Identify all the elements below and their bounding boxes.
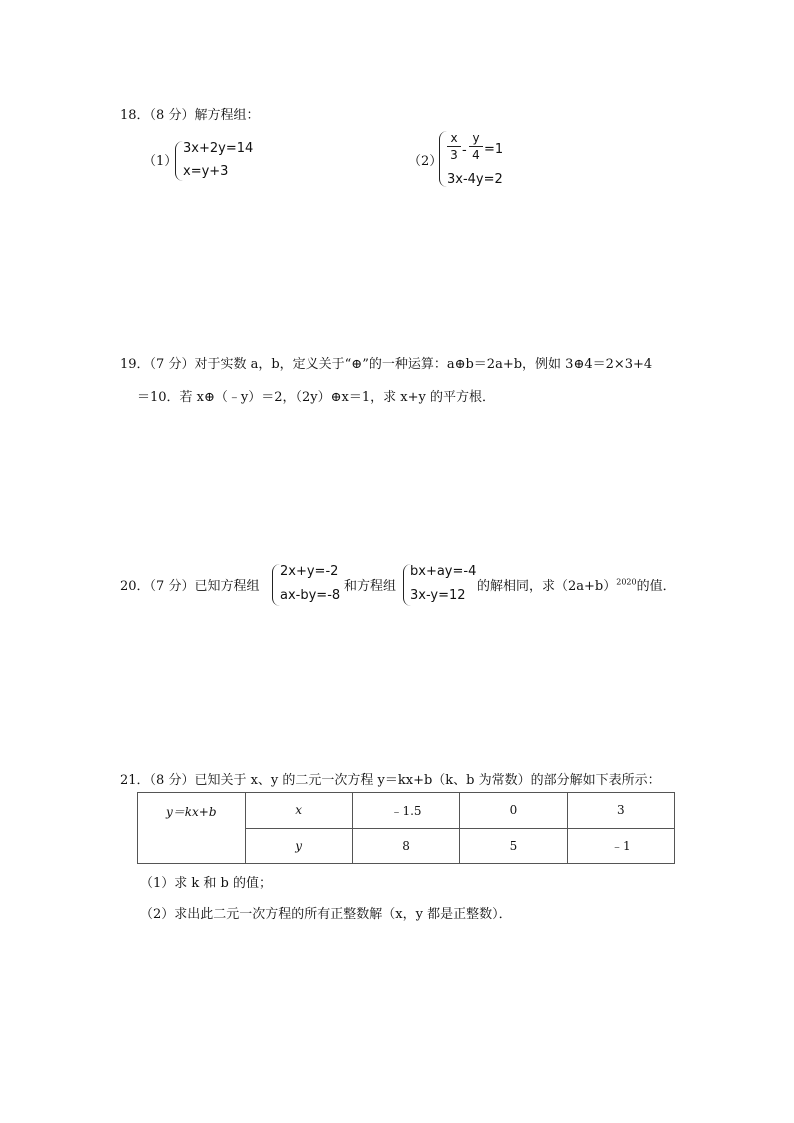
q18-heading: 18．（8 分）解方程组： bbox=[120, 108, 260, 123]
q20-tail-end: 的值． bbox=[636, 579, 676, 594]
table-cell-x-label: x bbox=[245, 793, 352, 829]
q18-part2-rhs: =1 bbox=[484, 142, 504, 157]
table-cell: 8 bbox=[352, 828, 459, 864]
q18-part2-frac-y bbox=[469, 131, 483, 162]
frac-x-numerator: x bbox=[450, 131, 458, 145]
frac-y-denominator: 4 bbox=[472, 148, 480, 162]
q20-mid-text: 和方程组 bbox=[344, 579, 397, 594]
q20-systemB-eq2: 3x-y=12 bbox=[410, 588, 466, 603]
q20-heading: 20．（7 分）已知方程组 bbox=[120, 579, 260, 594]
q20-systemA-eq2: ax-by=-8 bbox=[280, 588, 341, 603]
values-table bbox=[137, 792, 675, 864]
q21-heading: 21．（8 分）已知关于 x、y 的二元一次方程 y＝kx+b（k、b 为常数）的部分解如下表所示： bbox=[120, 773, 661, 788]
frac-x-denominator: 3 bbox=[450, 148, 458, 162]
q18-part1-label: （1） bbox=[143, 154, 178, 169]
table-cell: 3 bbox=[567, 793, 674, 829]
table-corner-cell: y＝kx+b bbox=[138, 793, 246, 864]
q19-line2: ＝10．若 x⊕（﹣y）＝2，（2y）⊕x＝1，求 x+y 的平方根． bbox=[137, 390, 495, 405]
q18-part1-eq2: x=y+3 bbox=[183, 164, 229, 179]
q19-line1: 19．（7 分）对于实数 a，b，定义关于“⊕”的一种运算：a⊕b＝2a+b，例如 3⊕4＝2×3+4 bbox=[120, 357, 653, 372]
q21-sub2: （2）求出此二元一次方程的所有正整数解（x，y 都是正整数）． bbox=[140, 907, 512, 922]
frac-y-bar bbox=[469, 146, 483, 147]
table-cell: 0 bbox=[460, 793, 567, 829]
q20-tail bbox=[477, 575, 676, 594]
q20-exponent: 2020 bbox=[616, 577, 637, 587]
q18-part2-minus: - bbox=[462, 143, 467, 158]
table-cell-y-label: y bbox=[245, 828, 352, 864]
table-row bbox=[138, 793, 675, 829]
q18-part2-label: （2） bbox=[408, 154, 443, 169]
q18-part1-eq1: 3x+2y=14 bbox=[183, 141, 254, 156]
table-cell: 5 bbox=[460, 828, 567, 864]
q18-part2-frac-x bbox=[447, 131, 461, 162]
frac-y-numerator: y bbox=[472, 131, 480, 145]
frac-x-bar bbox=[447, 146, 461, 147]
table-cell: ﹣1 bbox=[567, 828, 674, 864]
q21-sub1: （1）求 k 和 b 的值； bbox=[140, 876, 272, 891]
q20-systemA-eq1: 2x+y=-2 bbox=[280, 564, 339, 579]
q20-systemB-eq1: bx+ay=-4 bbox=[410, 564, 477, 579]
table-cell: ﹣1.5 bbox=[352, 793, 459, 829]
q20-tail-text: 的解相同，求（2a+b） bbox=[477, 579, 617, 594]
q18-part2-eq2: 3x-4y=2 bbox=[447, 172, 503, 187]
